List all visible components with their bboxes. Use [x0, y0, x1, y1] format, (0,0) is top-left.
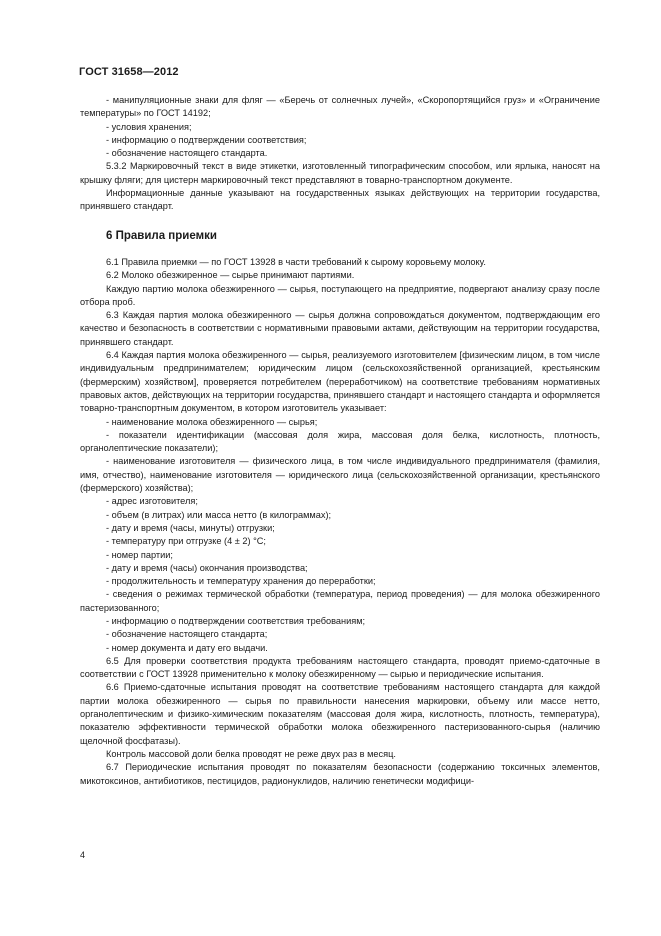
section-heading: 6 Правила приемки [106, 229, 217, 242]
paragraph: - обозначение настоящего стандарта; [106, 629, 268, 640]
paragraph: - адрес изготовителя; [106, 496, 198, 507]
paragraph: 6.2 Молоко обезжиренное — сырье принимают партиями. [106, 270, 355, 281]
paragraph: - сведения о режимах термической обработки (температура, период проведения) — для молока обезжиренного пастеризованного; [80, 589, 600, 613]
paragraph: - манипуляционные знаки для фляг — «Беречь от солнечных лучей», «Скоропортящийся груз» и «Ограничение температуры» по ГОСТ 14192; [80, 95, 600, 119]
paragraph: - объем (в литрах) или масса нетто (в килограммах); [106, 509, 332, 520]
paragraph: - информацию о подтверждении соответствия требованиям; [106, 615, 366, 626]
document-header: ГОСТ 31658—2012 [79, 66, 179, 78]
marking-section-continued [80, 94, 600, 214]
paragraph: Информационные данные указывают на государственных языках действующих на территории государства, принявшего стандарт. [80, 188, 600, 212]
paragraph: - наименование изготовителя — физического лица, в том числе индивидуального предпринимателя (фамилия, имя, отчество), наименование изготовителя — юридического лица (сельскохозяйственной организации, крестьянского (фермерского) хозяйства); [80, 456, 600, 494]
page-content [80, 94, 600, 788]
paragraph: - номер документа и дату его выдачи. [106, 642, 268, 653]
paragraph: 5.3.2 Маркировочный текст в виде этикетки, изготовленный типографическим способом, или ярлыка, наносят на крышку фляги; для цистерн маркировочный текст представляют в товарно-транспортном документе. [80, 161, 600, 185]
paragraph: - продолжительность и температуру хранения до переработки; [106, 576, 376, 587]
page-number: 4 [80, 850, 86, 860]
paragraph: 6.7 Периодические испытания проводят по показателям безопасности (содержанию токсичных элементов, микотоксинов, антибиотиков, пестицидов, радионуклидов, наличию генетически модифици- [80, 762, 600, 786]
paragraph: - показатели идентификации (массовая доля жира, массовая доля белка, кислотность, плотность, органолептические показатели); [80, 429, 600, 454]
paragraph: 6.4 Каждая партия молока обезжиренного — сырья, реализуемого изготовителем [физическим лицом, в том числе индивидуальным предпринимателем; юридическим лицом (сельскохозяйственной организацией, крестьянским (фермерским) хозяйством], проверяется потребителем (переработчиком) на соответствие требованиям нормативных правовых актов, действующих на территории государства, принявшего стандарт и настоящего стандарта и оформляется товарно-транспортным документом, в котором изготовитель указывает: [80, 350, 600, 414]
paragraph: - номер партии; [106, 549, 173, 560]
paragraph: 6.5 Для проверки соответствия продукта требованиям настоящего стандарта, проводят приемо-сдаточные в соответствии с ГОСТ 13928 применительно к молоку обезжиренному — сырью и периодические испытания. [80, 655, 600, 680]
paragraph: - дату и время (часы) окончания производства; [106, 562, 308, 573]
paragraph: 6.6 Приемо-сдаточные испытания проводят на соответствие требованиям настоящего стандарта для каждой партии молока обезжиренного — сырья по правильности нанесения маркировки, объему или массе нетто, органолептическим и физико-химическим показателям (массовая доля жира, кислотность, плотность, температура), показателю эффективности термической обработки молока обезжиренного пастеризованного-сырья (наличию щелочной фосфатазы). [80, 682, 600, 746]
paragraph: - температуру при отгрузке (4 ± 2) °С; [106, 536, 266, 547]
paragraph: - обозначение настоящего стандарта. [106, 148, 268, 159]
paragraph: - информацию о подтверждении соответствия; [106, 134, 307, 145]
paragraph: - наименование молока обезжиренного — сырья; [106, 416, 318, 427]
paragraph: Контроль массовой доли белка проводят не реже двух раз в месяц. [106, 748, 396, 759]
paragraph: - дату и время (часы, минуты) отгрузки; [106, 522, 275, 533]
paragraph: Каждую партию молока обезжиренного — сырья, поступающего на предприятие, подвергают анализу сразу после отбора проб. [80, 283, 600, 307]
paragraph: 6.3 Каждая партия молока обезжиренного — сырья должна сопровождаться документом, подтверждающим его качество и безопасность в соответствии с нормативными правовыми актами, действующим на территории государства, принявшего стандарт. [80, 310, 600, 347]
paragraph: 6.1 Правила приемки — по ГОСТ 13928 в части требований к сырому коровьему молоку. [106, 256, 486, 267]
paragraph: - условия хранения; [106, 121, 192, 132]
acceptance-rules-section [80, 256, 600, 788]
